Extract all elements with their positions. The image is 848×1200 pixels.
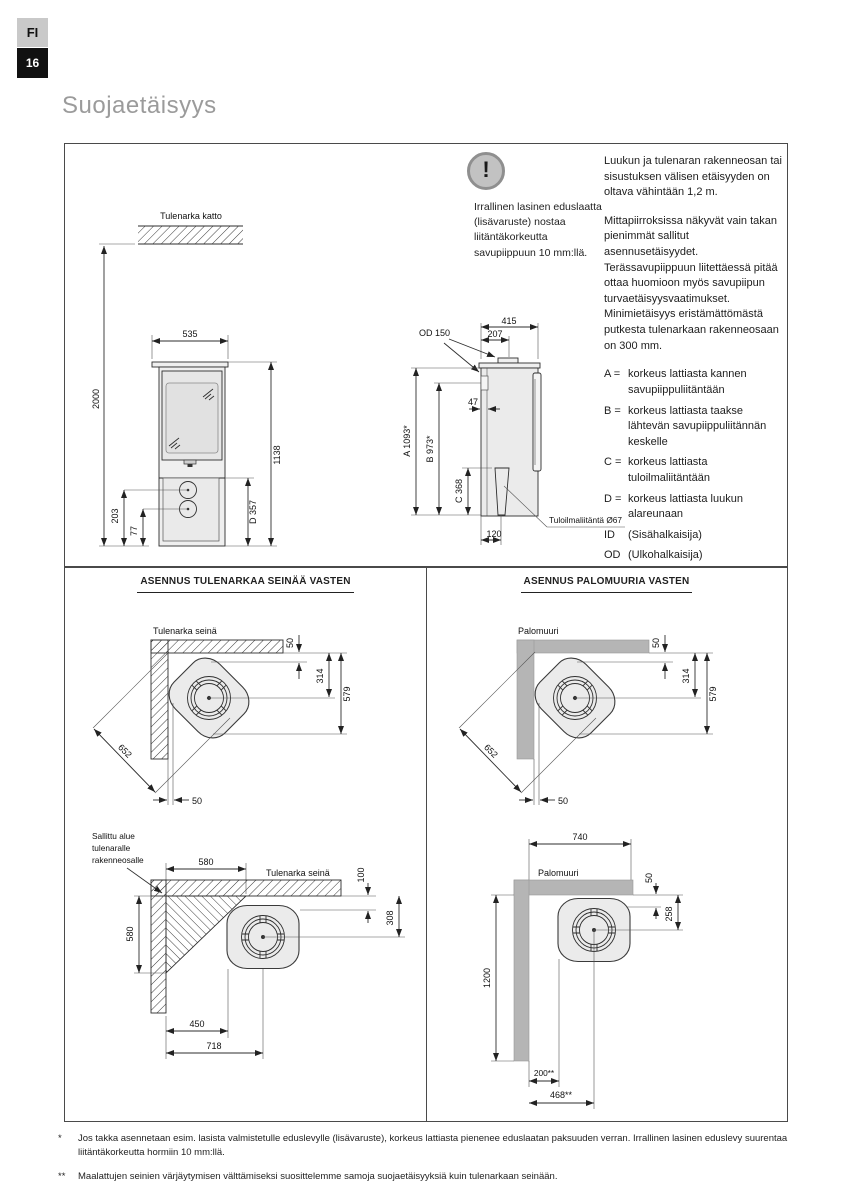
- warning-text: Irrallinen lasinen eduslaatta (lisävaruste) nostaa liitäntäkorkeutta savupiippuun 10 mm:llä.: [474, 201, 602, 259]
- dim-c: C 368: [454, 478, 464, 504]
- rear-flue-outlet: [481, 376, 488, 390]
- legend-item-od: OD (Ulkohalkaisija): [604, 549, 703, 562]
- page-title: Suojaetäisyys: [62, 92, 217, 119]
- dim-77: 77: [129, 525, 139, 537]
- door-profile: [533, 373, 541, 471]
- legend-item-a: A = korkeus lattiasta kannen savupiippuliitäntään: [604, 368, 747, 396]
- left-section-header: ASENNUS TULENARKAA SEINÄÄ VASTEN: [65, 576, 426, 593]
- wall-label: Tulenarka seinä: [153, 626, 217, 636]
- info-column: [604, 154, 782, 569]
- firewall-vertical: [514, 880, 529, 1061]
- figure-box: [64, 143, 788, 1122]
- footnotes: [58, 1132, 792, 1193]
- dim-b: B 973*: [425, 435, 435, 463]
- footnote-2: ** Maalattujen seinien värjäytymisen välttämiseksi suosittelemme samoja suojaetäisyyksiä kuin tulenarkaan seinään.: [58, 1170, 558, 1182]
- svg-text:tulenaralle: tulenaralle: [92, 843, 131, 853]
- dim-d357: D 357: [248, 499, 258, 525]
- dim-bottom2: 718: [206, 1041, 222, 1051]
- stove-front-body: [152, 362, 228, 546]
- wall-label: Palomuuri: [538, 868, 579, 878]
- vertical-divider: [426, 568, 427, 1121]
- dimension-legend: [604, 367, 782, 564]
- allowed-area-label: Sallittu alue: [92, 831, 135, 841]
- dim-to-center: 314: [315, 668, 325, 684]
- right-section-header: ASENNUS PALOMUURIA VASTEN: [426, 576, 787, 593]
- paragraph-drawings: Mittapiirroksissa näkyvät vain takan pienimmät sallitut asennusetäisyydet. Terässavupiippuun liitettäessä pitää ottaa huomioon myös savupiipun turvaetäisyysvaatimukset. Minimietäisyys eristämättömästä putkesta tulenarkaan rakenneosaan on 300 mm.: [604, 214, 779, 352]
- dim-bottom1: 200**: [533, 1068, 555, 1078]
- wall-install-firewall-diagram: [481, 826, 791, 1111]
- wall-label: Palomuuri: [518, 626, 559, 636]
- dim-diagonal: 652: [116, 742, 134, 760]
- stove-side-body: [479, 358, 541, 516]
- footnote-1: * Jos takka asennetaan esim. lasista valmistetulle eduslevylle (lisävaruste), korkeus lattiasta pienenee eduslaatan paksuuden verran. Irrallinen lasinen eduslevy suurentaa liitäntäkorkeutta hormiin 10 mm:llä.: [58, 1133, 788, 1159]
- warning-note: [465, 152, 610, 261]
- dim-to-center: 314: [681, 668, 691, 684]
- dim-47: 47: [467, 397, 479, 407]
- dim-120: 120: [486, 529, 502, 539]
- firewall-horizontal: [517, 640, 649, 653]
- dim-535: 535: [182, 329, 198, 339]
- dim-left: 1200: [482, 967, 492, 989]
- legend-item-id: ID (Sisähalkaisija): [604, 528, 702, 541]
- dim-to-center: 308: [385, 910, 395, 926]
- legend-item-c: C = korkeus lattiasta tuloilmaliitäntään: [604, 456, 710, 484]
- dim-203: 203: [110, 508, 120, 524]
- dim-gap: 100: [356, 867, 366, 883]
- page-number: 16: [17, 48, 48, 78]
- ceiling-hatch: [138, 226, 243, 244]
- firewall-horizontal: [514, 880, 633, 895]
- flammable-wall-strip: [151, 880, 166, 1013]
- dim-top: 740: [572, 832, 588, 842]
- flammable-wall: [151, 880, 341, 896]
- door-handle: [184, 460, 196, 464]
- dim-gap-top: 50: [651, 637, 661, 649]
- dim-1138: 1138: [272, 445, 282, 465]
- stove-side-view-diagram: [399, 316, 629, 564]
- firewall-vertical: [517, 640, 534, 759]
- exclamation-icon: !: [467, 152, 505, 190]
- dim-to-center: 258: [664, 906, 674, 922]
- dim-bottom2: 468**: [549, 1090, 573, 1100]
- dim-bottom1: 450: [189, 1019, 205, 1029]
- dim-left: 580: [125, 926, 135, 942]
- dim-gap: 50: [644, 872, 654, 884]
- dim-207: 207: [487, 329, 503, 339]
- dim-gap-top: 50: [285, 637, 295, 649]
- dim-gap-side: 50: [558, 796, 569, 806]
- dim-gap-side: 50: [192, 796, 203, 806]
- svg-text:rakenneosalle: rakenneosalle: [92, 855, 144, 865]
- dim-415: 415: [501, 316, 517, 326]
- legend-item-d: D = korkeus lattiasta luukun alareunaan: [604, 492, 743, 521]
- legend-item-b: B = korkeus lattiasta taakse lähtevän savupiippuliitännän keskelle: [604, 404, 767, 448]
- corner-install-flammable-diagram: [89, 619, 419, 819]
- od-label: OD 150: [419, 328, 451, 338]
- dim-diagonal: 652: [482, 742, 500, 760]
- dim-2000: 2000: [91, 388, 101, 410]
- wall-install-flammable-diagram: [89, 826, 419, 1081]
- corner-install-firewall-diagram: [455, 619, 785, 819]
- ceiling-label: Tulenarka katto: [160, 211, 222, 221]
- paragraph-distance: Luukun ja tulenaran rakenneosan tai sisustuksen välisen etäisyyden on oltava vähintään 1,2 m.: [604, 155, 782, 199]
- dim-to-far: 579: [708, 686, 718, 702]
- stove-front-view-diagram: [87, 199, 287, 564]
- wall-label: Tulenarka seinä: [266, 868, 330, 878]
- flammable-wall-vertical: [151, 640, 168, 759]
- inlet-label: Tuloilmaliitäntä Ø67: [549, 515, 623, 525]
- dim-top: 580: [198, 857, 214, 867]
- flammable-wall-horizontal: [151, 640, 283, 653]
- language-tab: FI: [17, 18, 48, 47]
- dim-to-far: 579: [342, 686, 352, 702]
- dim-a: A 1093*: [402, 425, 412, 457]
